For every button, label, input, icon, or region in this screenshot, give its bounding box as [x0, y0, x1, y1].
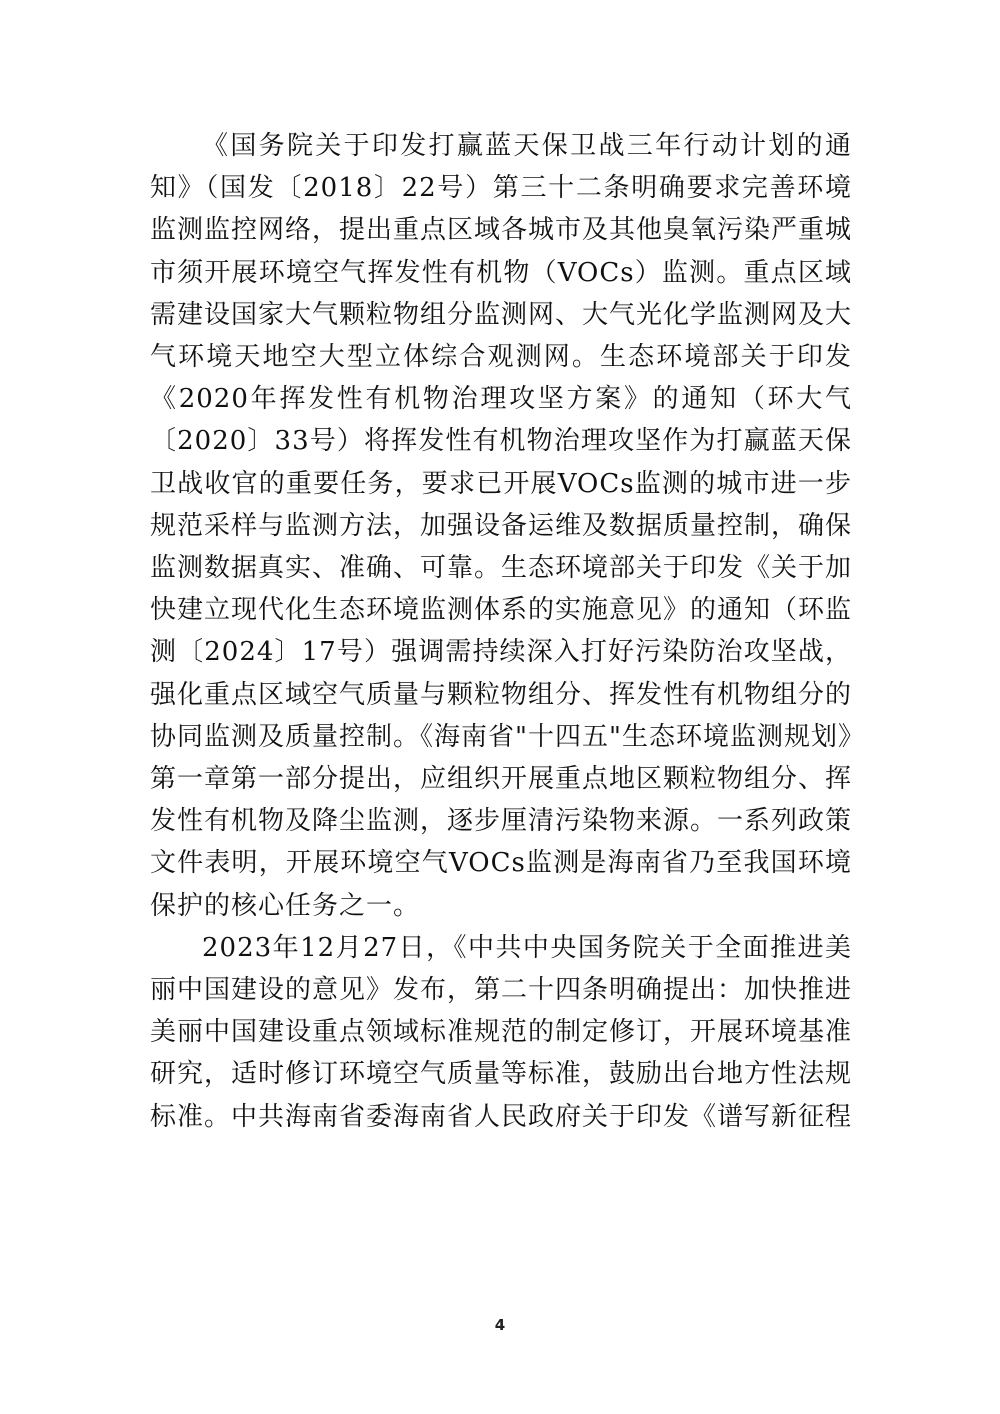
paragraph-policy-basis: 《国务院关于印发打赢蓝天保卫战三年行动计划的通知》（国发〔2018〕22号）第三十二条明确要求完善环境监测监控网络，提出重点区域各城市及其他臭氧污染严重城市须开展环境空气挥发性有机物（VOCs）监测。重点区域需建设国家大气颗粒物组分监测网、大气光化学监测网及大气环境天地空大型立体综合观测网。生态环境部关于印发《2020年挥发性有机物治理攻坚方案》的通知（环大气〔2020〕33号）将挥发性有机物治理攻坚作为打赢蓝天保卫战收官的重要任务，要求已开展VOCs监测的城市进一步规范采样与监测方法，加强设备运维及数据质量控制，确保监测数据真实、准确、可靠。生态环境部关于印发《关于加快建立现代化生态环境监测体系的实施意见》的通知（环监测〔2024〕17号）强调需持续深入打好污染防治攻坚战，强化重点区域空气质量与颗粒物组分、挥发性有机物组分的协同监测及质量控制。《海南省"十四五"生态环境监测规划》第一章第一部分提出，应组织开展重点地区颗粒物组分、挥发性有机物及降尘监测，逐步厘清污染物来源。一系列政策文件表明，开展环境空气VOCs监测是海南省乃至我国环境保护的核心任务之一。 — [150, 131, 853, 921]
paragraph-beautiful-china: 2023年12月27日，《中共中央国务院关于全面推进美丽中国建设的意见》发布，第二十四条明确提出：加快推进美丽中国建设重点领域标准规范的制定修订，开展环境基准研究，适时修订环境空气质量等标准，鼓励出台地方性法规标准。中共海南省委海南省人民政府关于印发《谱写新征程 — [150, 932, 853, 1132]
page-number: 4 — [494, 1316, 506, 1334]
body-text — [150, 125, 852, 1138]
